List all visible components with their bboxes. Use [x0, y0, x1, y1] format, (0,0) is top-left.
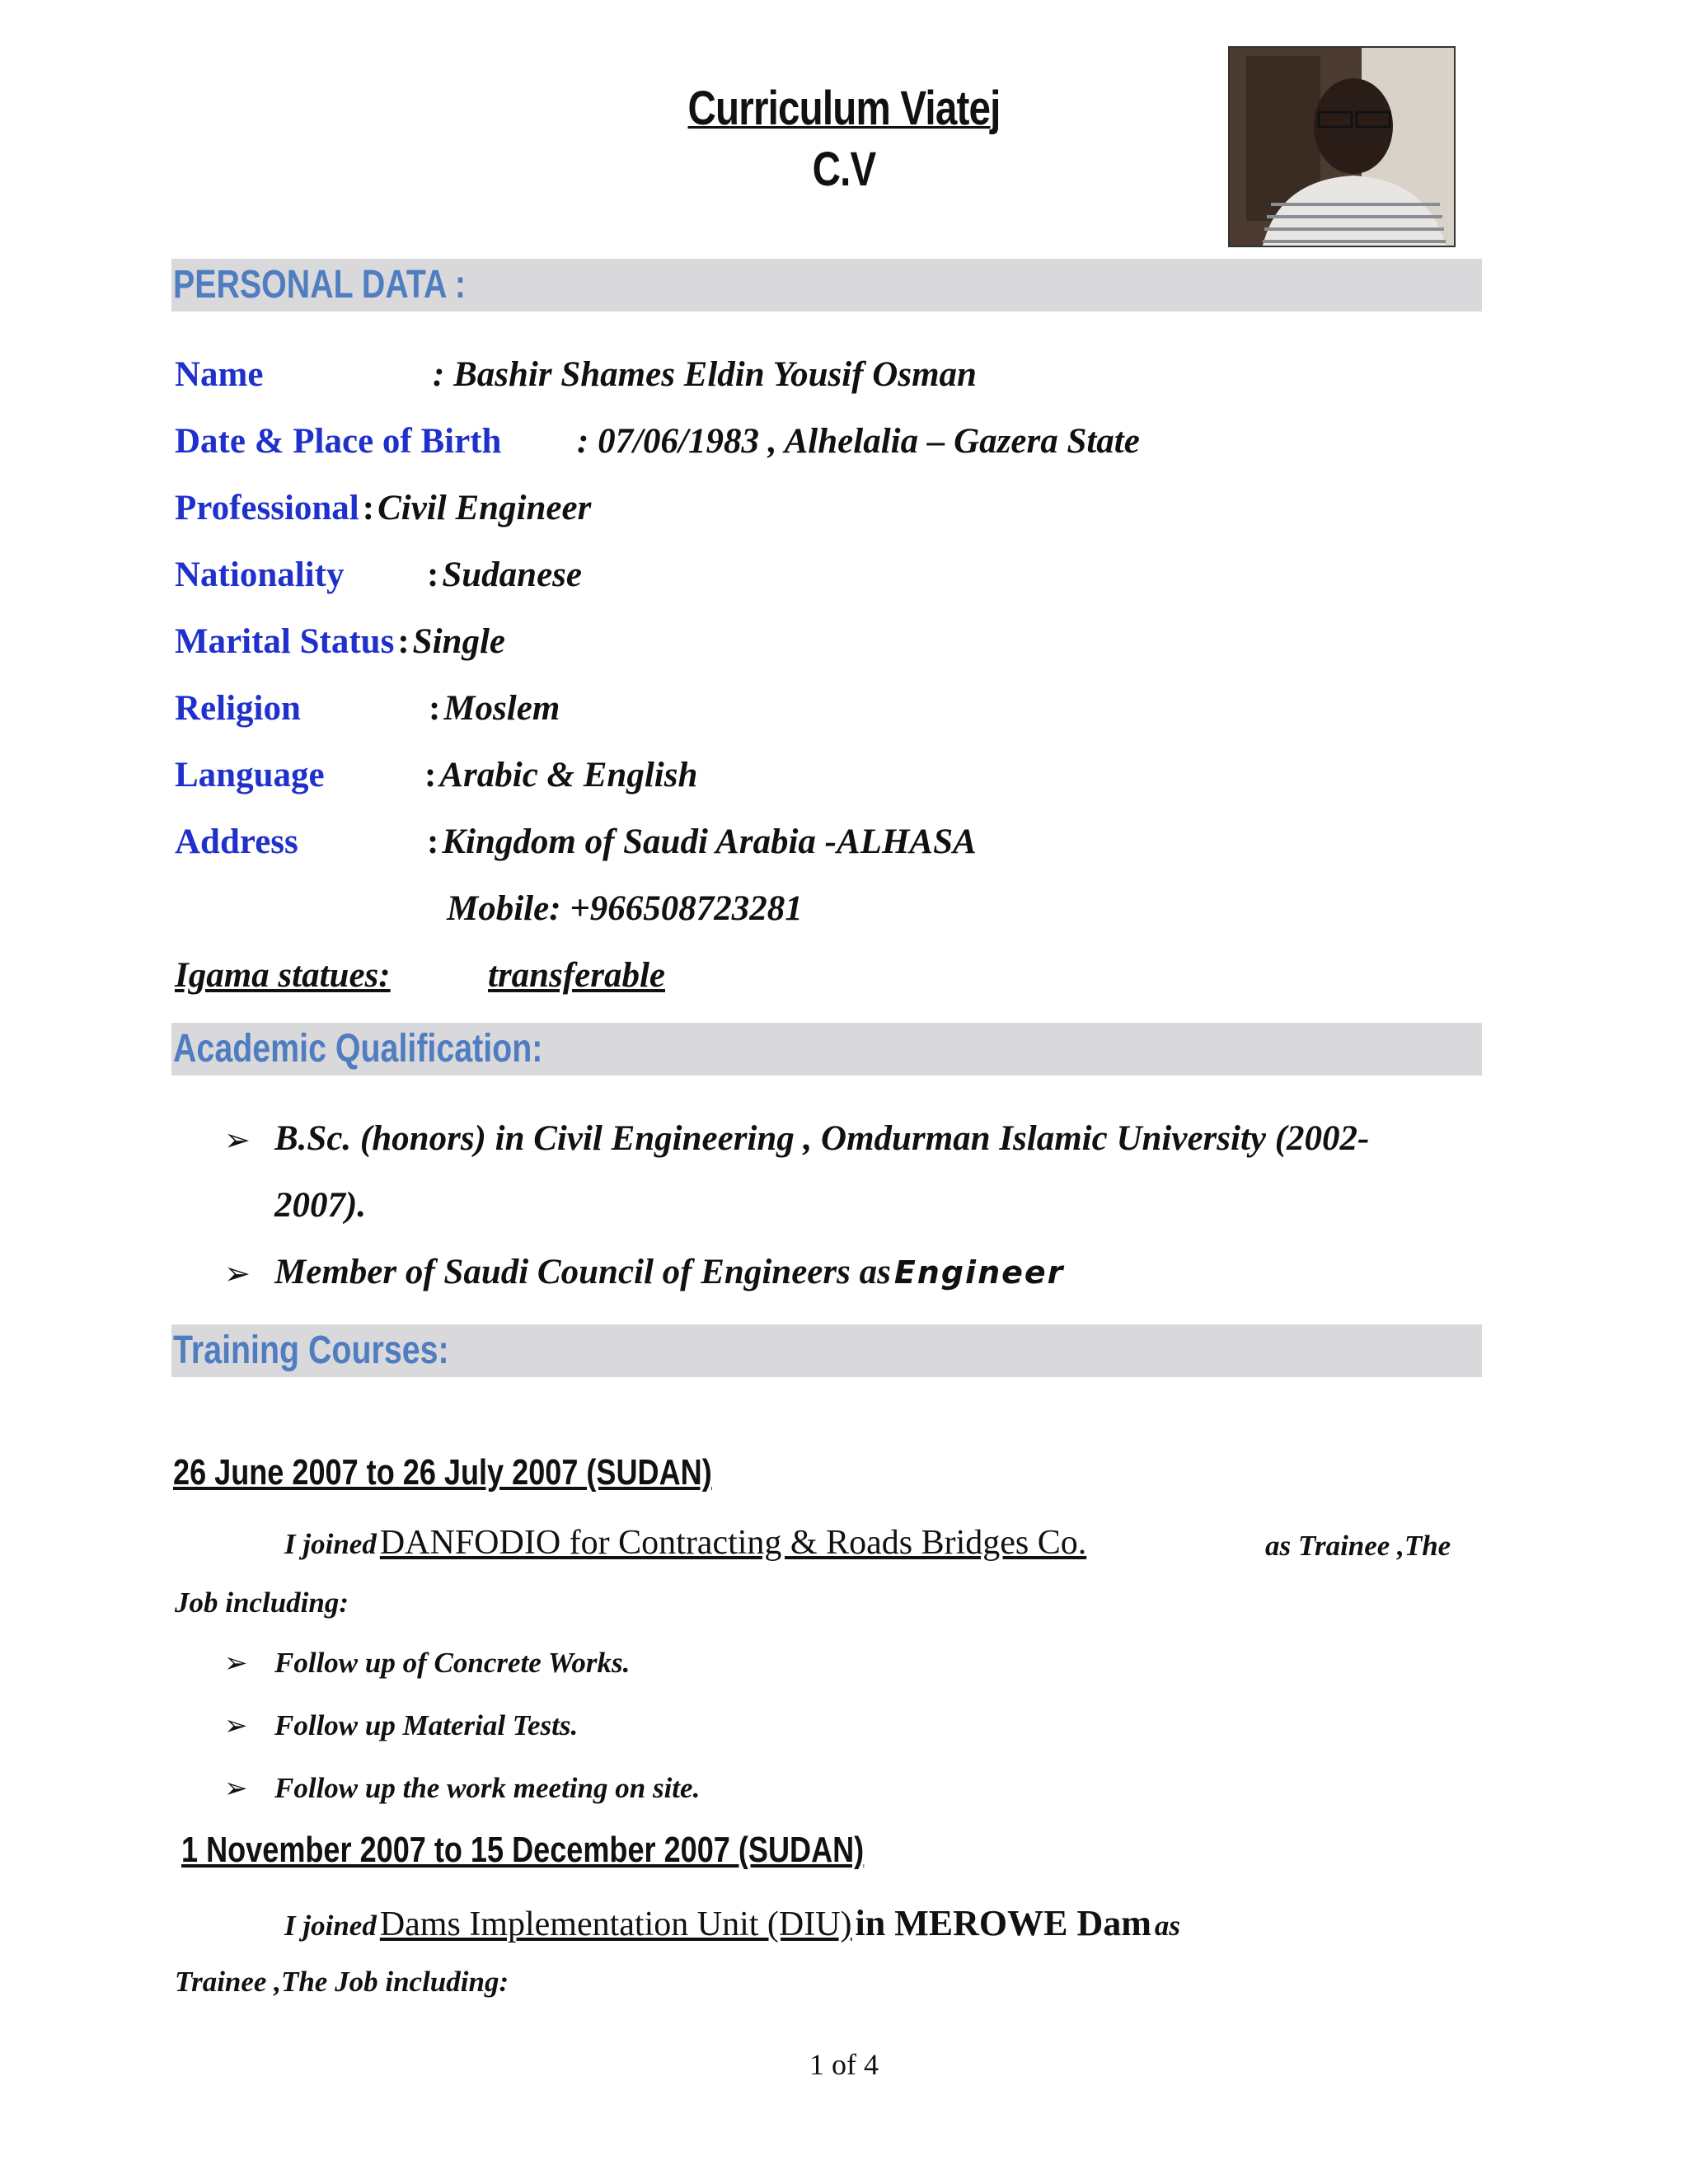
professional-label: Professional: [175, 489, 359, 527]
course-1-item-1: Follow up of Concrete Works.: [274, 1647, 631, 1679]
course-1-company: DANFODIO for Contracting & Roads Bridges Co.: [379, 1524, 1087, 1562]
course-1-continuation: Job including:: [175, 1586, 349, 1619]
religion-label: Religion: [175, 689, 301, 728]
professional-row: [175, 488, 591, 528]
academic-item-2-bold: Engineer: [893, 1254, 1065, 1291]
cv-subtitle: C.V: [812, 143, 876, 196]
arrow-bullet-icon: ➢: [224, 1772, 248, 1805]
religion-row: [429, 688, 560, 729]
cv-title: Curriculum Viatej: [687, 82, 1001, 135]
course-2-intro: I joined: [284, 1910, 377, 1942]
nationality-label: Nationality: [175, 555, 345, 594]
page-number: 1 of 4: [809, 2048, 879, 2081]
birth-label: Date & Place of Birth: [175, 422, 502, 461]
course-2-continuation: Trainee ,The Job including:: [175, 1966, 509, 1998]
address-row: [427, 822, 977, 862]
language-row: [424, 755, 697, 795]
language-label: Language: [175, 756, 325, 794]
academic-item-1-line-1: B.Sc. (honors) in Civil Engineering , Omdurman Islamic University (2002-: [274, 1119, 1370, 1158]
address-colon: :: [427, 823, 439, 861]
marital-colon: :: [397, 622, 410, 661]
academic-heading: Academic Qualification:: [173, 1027, 543, 1071]
profile-photo: [1228, 46, 1456, 247]
nationality-row: [427, 555, 582, 595]
marital-label: Marital Status: [175, 622, 395, 661]
religion-colon: :: [429, 689, 441, 728]
course-2-as: as: [1154, 1910, 1181, 1942]
marital-value: Single: [412, 622, 505, 661]
course-2-intro-line: [284, 1902, 1180, 1944]
personal-data-heading: PERSONAL DATA :: [173, 263, 466, 307]
academic-item-1-line-2: 2007).: [274, 1186, 367, 1225]
arrow-bullet-icon: ➢: [224, 1709, 248, 1742]
course-1-date: 26 June 2007 to 26 July 2007 (SUDAN): [173, 1452, 712, 1493]
mobile-number: Mobile: +966508723281: [447, 889, 803, 928]
course-1-intro-line: [284, 1523, 1086, 1563]
address-label: Address: [175, 823, 298, 861]
religion-value: Moslem: [443, 689, 560, 728]
training-heading: Training Courses:: [173, 1329, 449, 1372]
name-label: Name: [175, 355, 264, 394]
nationality-colon: :: [427, 555, 439, 594]
igama-value: transferable: [488, 956, 665, 995]
igama-label: Igama statues:: [175, 956, 391, 995]
name-value: : Bashir Shames Eldin Yousif Osman: [433, 355, 977, 394]
course-2-company: Dams Implementation Unit (DIU): [379, 1905, 852, 1943]
course-2-place: in MEROWE Dam: [855, 1903, 1151, 1943]
marital-row: [175, 621, 505, 662]
academic-item-2-text: Member of Saudi Council of Engineers as: [274, 1253, 891, 1291]
language-colon: :: [424, 756, 437, 794]
course-1-item-2: Follow up Material Tests.: [274, 1709, 579, 1741]
course-1-as: as Trainee ,The: [1265, 1530, 1451, 1562]
birth-value: : 07/06/1983 , Alhelalia – Gazera State: [577, 422, 1140, 461]
arrow-bullet-icon: ➢: [224, 1255, 251, 1291]
arrow-bullet-icon: ➢: [224, 1122, 251, 1158]
nationality-value: Sudanese: [442, 555, 582, 594]
course-1-intro: I joined: [284, 1528, 377, 1560]
course-1-item-3: Follow up the work meeting on site.: [274, 1772, 701, 1804]
course-2-date: 1 November 2007 to 15 December 2007 (SUDAN): [181, 1830, 865, 1870]
language-value: Arabic & English: [439, 756, 698, 794]
professional-value: Civil Engineer: [377, 489, 592, 527]
academic-item-2: [274, 1252, 1064, 1292]
arrow-bullet-icon: ➢: [224, 1647, 248, 1680]
address-value: Kingdom of Saudi Arabia -ALHASA: [442, 823, 977, 861]
person-portrait-icon: [1230, 48, 1454, 246]
professional-colon: :: [362, 489, 375, 527]
